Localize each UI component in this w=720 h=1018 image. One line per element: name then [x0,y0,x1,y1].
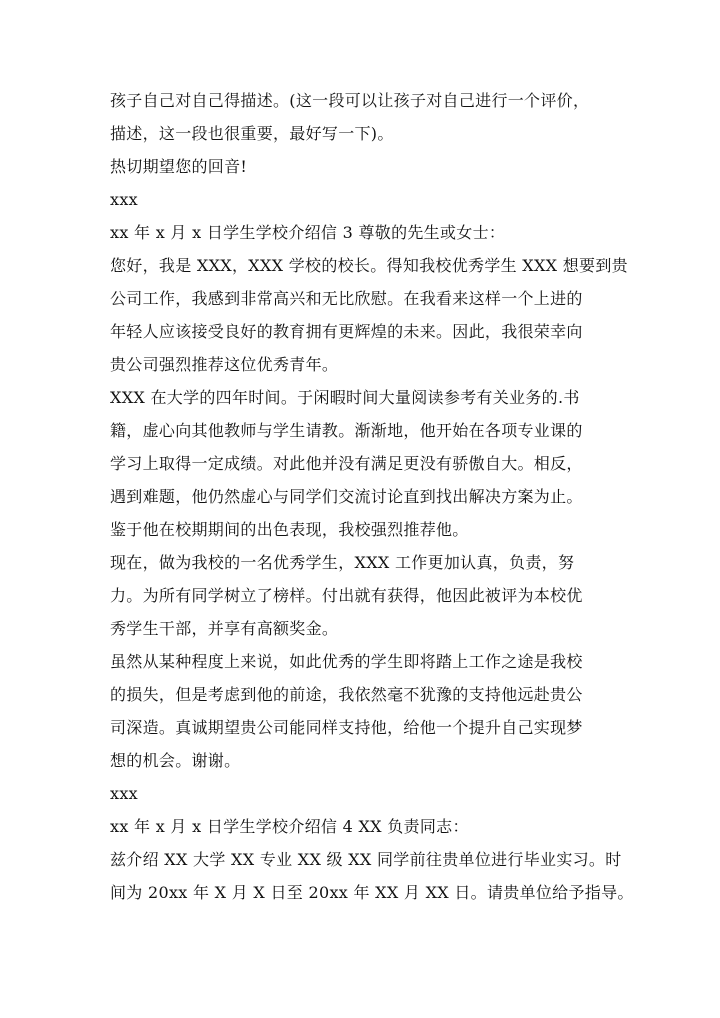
text-line: 公司工作，我感到非常高兴和无比欣慰。在我看来这样一个上进的 [110,289,583,308]
text-line: 鉴于他在校期期间的出色表现，我校强烈推荐他。 [110,520,469,539]
text-line: XXX 在大学的四年时间。于闲暇时间大量阅读参考有关业务的.书 [110,388,580,407]
text-line: xxx [110,190,138,209]
text-line: 兹介绍 XX 大学 XX 专业 XX 级 XX 同学前往贵单位进行毕业实习。时 [110,850,622,869]
text-line: 间为 20xx 年 X 月 X 日至 20xx 年 XX 月 XX 日。请贵单位给予指导。 [110,883,634,902]
text-line: 籍，虚心向其他教师与学生请教。渐渐地，他开始在各项专业课的 [110,421,583,440]
text-line: 想的机会。谢谢。 [110,751,241,770]
text-line: 司深造。真诚期望贵公司能同样支持他，给他一个提升自己实现梦 [110,718,583,737]
text-line: 力。为所有同学树立了榜样。付出就有获得，他因此被评为本校优 [110,586,583,605]
text-line: 学习上取得一定成绩。对此他并没有满足更没有骄傲自大。相反， [110,454,583,473]
text-line: 遇到难题，他仍然虚心与同学们交流讨论直到找出解决方案为止。 [110,487,583,506]
text-line: 贵公司强烈推荐这位优秀青年。 [110,355,339,374]
text-line: 年轻人应该接受良好的教育拥有更辉煌的未来。因此，我很荣幸向 [110,322,583,341]
text-line: 秀学生干部，并享有高额奖金。 [110,619,339,638]
text-line: 现在，做为我校的一名优秀学生，XXX 工作更加认真，负责，努 [110,553,575,572]
text-line: 孩子自己对自己得描述。(这一段可以让孩子对自己进行一个评价， [110,91,590,110]
document-body [110,84,634,909]
text-line: xx 年 x 月 x 日学生学校介绍信 4 XX 负责同志： [110,817,469,836]
text-line: 的损失，但是考虑到他的前途，我依然毫不犹豫的支持他远赴贵公 [110,685,583,704]
text-line: xx 年 x 月 x 日学生学校介绍信 3 尊敬的先生或女士： [110,223,506,242]
text-line: 热切期望您的回音! [110,157,248,176]
text-line: 虽然从某种程度上来说，如此优秀的学生即将踏上工作之途是我校 [110,652,583,671]
text-line: 描述，这一段也很重要，最好写一下)。 [110,124,394,143]
text-line: xxx [110,784,138,803]
text-line: 您好，我是 XXX，XXX 学校的校长。得知我校优秀学生 XXX 想要到贵 [110,256,628,275]
